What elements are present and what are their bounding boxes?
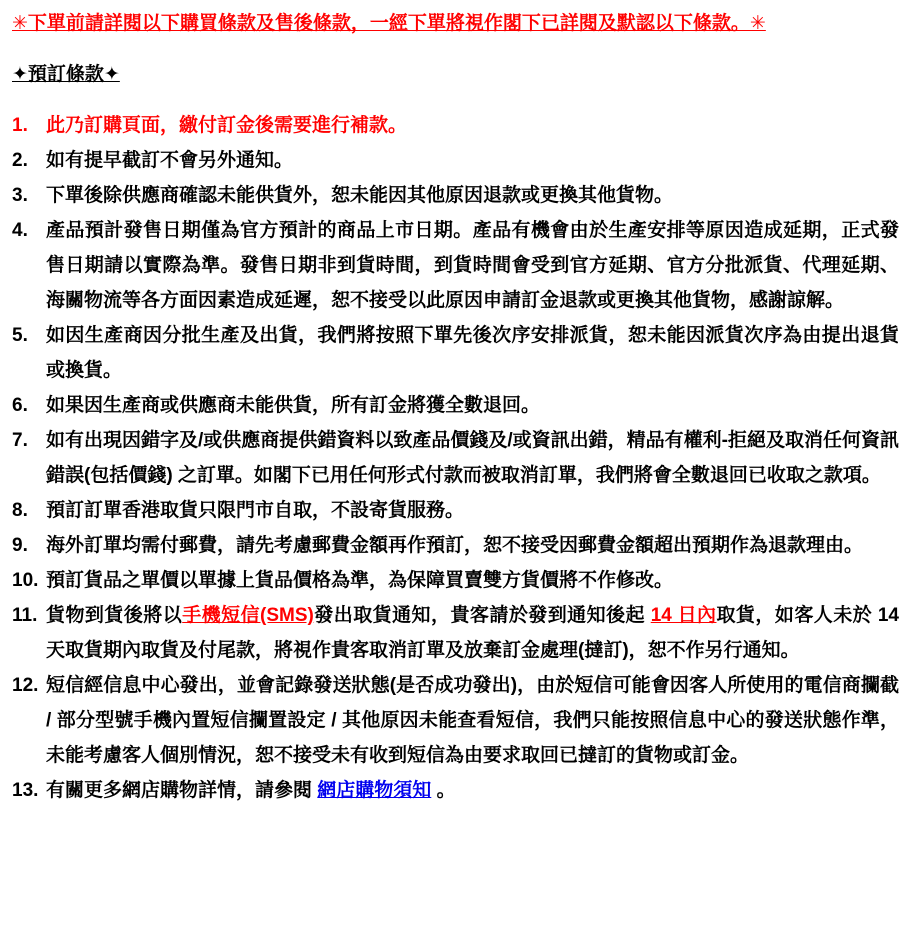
store-shopping-notice-link[interactable]: 網店購物須知 xyxy=(317,780,432,801)
term-text xyxy=(46,563,899,598)
term-number: 11. xyxy=(12,605,38,626)
term-segment: 如有提早截訂不會另外通知。 xyxy=(46,150,294,171)
term-segment: 。 xyxy=(431,780,456,801)
term-segment: 產品預計發售日期僅為官方預計的商品上市日期。產品有機會由於生產安排等原因造成延期，正式發售日期請以實際為準。發售日期非到貨時間，到貨時間會受到官方延期、官方分批派貨、代理延期、海關物流等各方面因素造成延遲，恕不接受以此原因申請訂金退款或更換其他貨物，感謝諒解。 xyxy=(46,220,899,311)
term-number: 10. xyxy=(12,570,39,591)
term-item xyxy=(12,773,899,808)
term-item xyxy=(12,143,899,178)
highlighted-term-text: 手機短信(SMS) xyxy=(182,605,314,626)
preorder-terms-section-title: ✦預訂條款✦ xyxy=(12,64,120,85)
term-text xyxy=(46,598,899,668)
term-text xyxy=(46,178,899,213)
term-text xyxy=(46,423,899,493)
term-item xyxy=(12,668,899,773)
term-text xyxy=(46,493,899,528)
term-number: 12. xyxy=(12,675,39,696)
term-item xyxy=(12,318,899,388)
term-item xyxy=(12,493,899,528)
term-text xyxy=(46,528,899,563)
term-segment: 如果因生產商或供應商未能供貨，所有訂金將獲全數退回。 xyxy=(46,395,541,416)
term-segment: 此乃訂購頁面，繳付訂金後需要進行補款。 xyxy=(46,115,408,136)
term-segment: 預訂貨品之單價以單據上貨品價格為準，為保障買賣雙方貨價將不作修改。 xyxy=(46,570,674,591)
term-number: 1. xyxy=(12,115,28,136)
term-text xyxy=(46,108,899,143)
term-segment: 發出取貨通知，貴客請於發到通知後起 xyxy=(313,605,651,626)
term-segment: 如因生產商因分批生產及出貨，我們將按照下單先後次序安排派貨，恕未能因派貨次序為由提出退貨或換貨。 xyxy=(46,325,899,381)
term-item xyxy=(12,178,899,213)
term-segment: 短信經信息中心發出，並會記錄發送狀態(是否成功發出)，由於短信可能會因客人所使用的電信商攔截 / 部分型號手機內置短信攔置設定 / 其他原因未能查看短信，我們只能按照信息中心的發送狀態作準，未能考慮客人個別情況，恕不接受未有收到短信為由要求取回已撻訂的貨物或訂金。 xyxy=(46,675,899,766)
term-segment: 海外訂單均需付郵費，請先考慮郵費金額再作預訂，恕不接受因郵費金額超出預期作為退款理由。 xyxy=(46,535,864,556)
term-text xyxy=(46,213,899,318)
terms-list xyxy=(12,108,899,808)
term-segment: 預訂訂單香港取貨只限門市自取，不設寄貨服務。 xyxy=(46,500,465,521)
term-text xyxy=(46,668,899,773)
term-item xyxy=(12,563,899,598)
term-item xyxy=(12,528,899,563)
term-text xyxy=(46,143,899,178)
term-number: 3. xyxy=(12,185,28,206)
term-text xyxy=(46,388,899,423)
term-number: 5. xyxy=(12,325,28,346)
term-number: 8. xyxy=(12,500,28,521)
term-segment: 取貨，如客人未於 14 天取貨期內取貨及付尾款，將視作貴客取消訂單及放棄訂金處理(撻訂)，恕不作另行通知。 xyxy=(46,605,899,661)
term-segment: 下單後除供應商確認未能供貨外，恕未能因其他原因退款或更換其他貨物。 xyxy=(46,185,674,206)
term-item xyxy=(12,388,899,423)
term-text xyxy=(46,773,899,808)
term-number: 4. xyxy=(12,220,28,241)
term-number: 9. xyxy=(12,535,28,556)
purchase-terms-notice: ✳下單前請詳閱以下購買條款及售後條款，一經下單將視作閣下已詳閱及默認以下條款。✳ xyxy=(12,13,766,34)
term-number: 13. xyxy=(12,780,39,801)
term-item xyxy=(12,213,899,318)
term-number: 6. xyxy=(12,395,28,416)
term-item xyxy=(12,108,899,143)
term-number: 7. xyxy=(12,430,28,451)
term-number: 2. xyxy=(12,150,28,171)
highlighted-term-text: 14 日內 xyxy=(650,605,717,626)
term-item xyxy=(12,423,899,493)
term-segment: 如有出現因錯字及/或供應商提供錯資料以致產品價錢及/或資訊出錯，精品有權利-拒絕及取消任何資訊錯誤(包括價錢) 之訂單。如閣下已用任何形式付款而被取消訂單，我們將會全數退回已收取之款項。 xyxy=(46,430,899,486)
term-segment: 有關更多網店購物詳情，請參閱 xyxy=(46,780,318,801)
term-text xyxy=(46,318,899,388)
term-segment: 貨物到貨後將以 xyxy=(46,605,183,626)
term-item xyxy=(12,598,899,668)
